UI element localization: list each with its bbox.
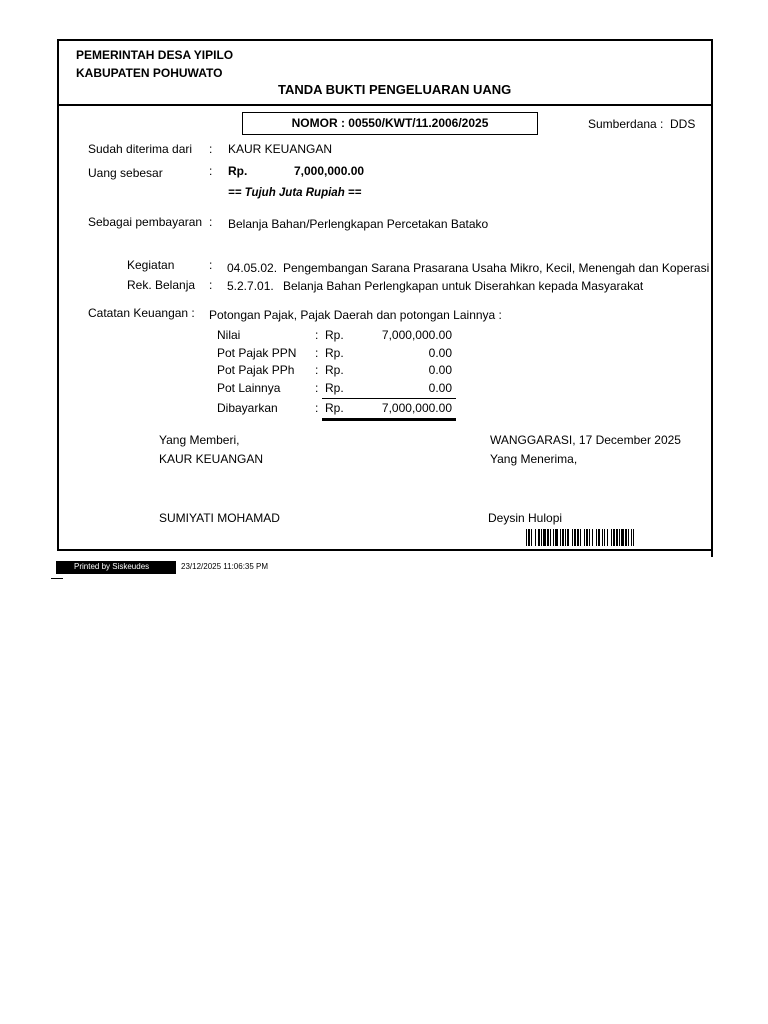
kegiatan-colon: : <box>209 258 213 272</box>
barcode <box>526 529 698 546</box>
border-tick <box>711 549 713 557</box>
dibayarkan-currency: Rp. <box>325 401 344 415</box>
dibayarkan-sep: : <box>315 401 319 415</box>
header-divider <box>57 104 713 106</box>
receiver-name: Deysin Hulopi <box>488 511 563 525</box>
sumberdana-label: Sumberdana : <box>588 117 664 131</box>
uang-currency: Rp. <box>228 164 248 178</box>
uang-label: Uang sebesar <box>88 166 163 180</box>
rek-code: 5.2.7.01. <box>227 279 274 293</box>
lainnya-currency: Rp. <box>325 381 344 395</box>
ppn-amount: 0.00 <box>428 346 452 360</box>
kegiatan-value: Pengembangan Sarana Prasarana Usaha Mikro, Kecil, Menengah dan Koperasi <box>283 261 710 275</box>
org-line2: KABUPATEN POHUWATO <box>76 66 223 80</box>
rek-colon: : <box>209 278 213 292</box>
nilai-amount: 7,000,000.00 <box>381 328 452 342</box>
rek-label: Rek. Belanja <box>127 278 196 292</box>
receiver-line1: Yang Menerima, <box>490 452 578 466</box>
diterima-colon: : <box>209 142 213 156</box>
printed-timestamp: 23/12/2025 11:06:35 PM <box>181 562 269 571</box>
pembayaran-value: Belanja Bahan/Perlengkapan Percetakan Batako <box>228 217 489 231</box>
subtotal-rule <box>322 398 456 399</box>
lainnya-sep: : <box>315 381 319 395</box>
total-rule <box>322 418 456 421</box>
ppn-sep: : <box>315 346 319 360</box>
dibayarkan-amount: 7,000,000.00 <box>381 401 452 415</box>
pph-currency: Rp. <box>325 363 344 377</box>
ppn-currency: Rp. <box>325 346 344 360</box>
catatan-desc: Potongan Pajak, Pajak Daerah dan potongan Lainnya : <box>209 308 502 322</box>
doc-title: TANDA BUKTI PENGELUARAN UANG <box>278 82 512 97</box>
lainnya-amount: 0.00 <box>428 381 452 395</box>
terbilang: == Tujuh Juta Rupiah == <box>228 187 362 199</box>
nilai-label: Nilai <box>217 328 241 342</box>
giver-line1: Yang Memberi, <box>159 433 240 447</box>
nomor-box: NOMOR : 00550/KWT/11.2006/2025 <box>242 112 538 135</box>
diterima-label: Sudah diterima dari <box>88 142 193 156</box>
giver-name: SUMIYATI MOHAMAD <box>159 511 280 525</box>
rek-value: Belanja Bahan Perlengkapan untuk Diserahkan kepada Masyarakat <box>283 279 644 293</box>
ppn-label: Pot Pajak PPN <box>217 346 297 360</box>
uang-amount: 7,000,000.00 <box>294 164 365 178</box>
nilai-currency: Rp. <box>325 328 344 342</box>
pph-label: Pot Pajak PPh <box>217 363 295 377</box>
margin-mark <box>51 578 63 579</box>
org-line1: PEMERINTAH DESA YIPILO <box>76 48 234 62</box>
pembayaran-colon: : <box>209 215 213 229</box>
pembayaran-label: Sebagai pembayaran <box>88 215 203 229</box>
place-date: WANGGARASI, 17 December 2025 <box>490 433 681 447</box>
pph-sep: : <box>315 363 319 377</box>
diterima-value: KAUR KEUANGAN <box>228 142 333 156</box>
printed-by-badge: Printed by Siskeudes <box>56 561 176 574</box>
sumberdana-value: DDS <box>670 117 696 131</box>
giver-line2: KAUR KEUANGAN <box>159 452 264 466</box>
kegiatan-label: Kegiatan <box>127 258 175 272</box>
nilai-sep: : <box>315 328 319 342</box>
bottom-border <box>57 549 713 551</box>
kegiatan-code: 04.05.02. <box>227 261 278 275</box>
dibayarkan-label: Dibayarkan <box>217 401 278 415</box>
catatan-label: Catatan Keuangan : <box>88 306 195 320</box>
lainnya-label: Pot Lainnya <box>217 381 281 395</box>
pph-amount: 0.00 <box>428 363 452 377</box>
uang-colon: : <box>209 164 213 178</box>
